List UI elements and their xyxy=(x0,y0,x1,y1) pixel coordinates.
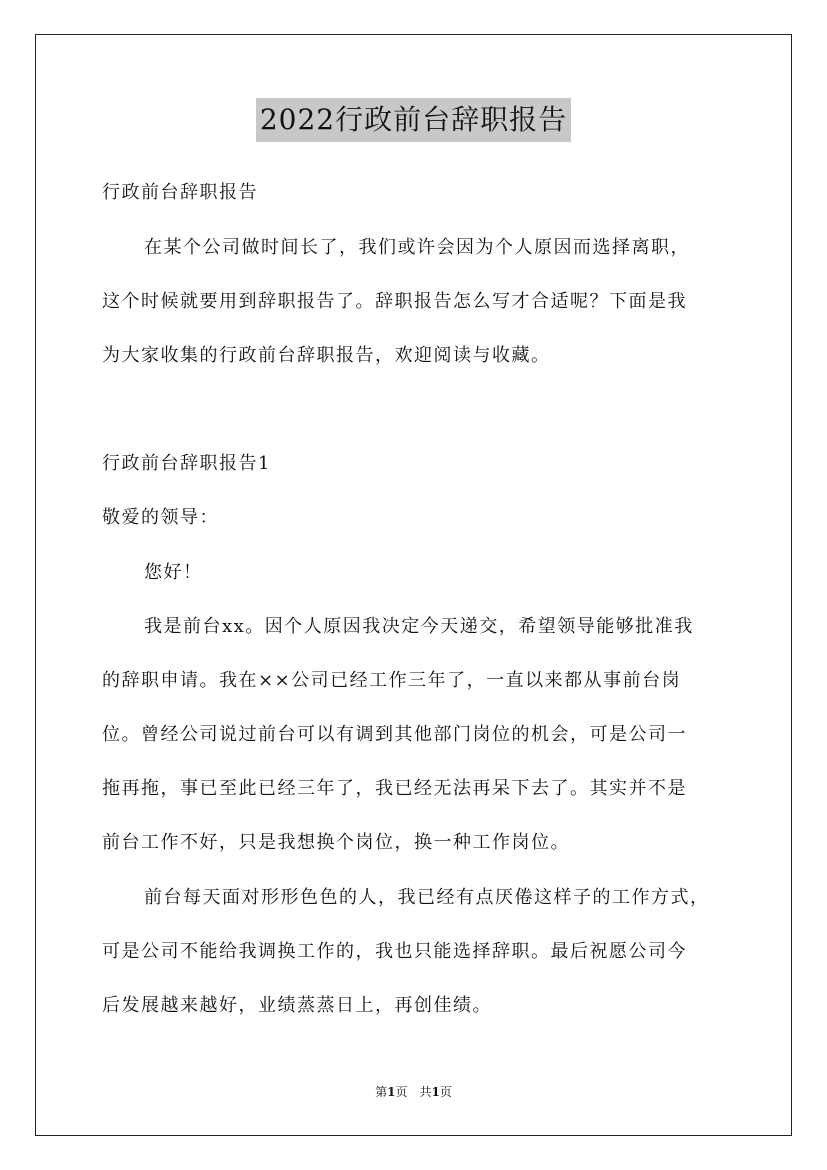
paragraph2-line-1: 前台每天面对形形色色的人，我已经有点厌倦这样子的工作方式， xyxy=(144,887,710,908)
section-title: 行政前台辞职报告1 xyxy=(102,453,271,474)
paragraph1-line-1: 我是前台xx。因个人原因我决定今天递交，希望领导能够批准我 xyxy=(144,616,694,637)
footer-page-current: 1 xyxy=(387,1085,396,1099)
paragraph1-line-5: 前台工作不好，只是我想换个岗位，换一种工作岗位。 xyxy=(102,832,570,853)
paragraph1-line-2: 的辞职申请。我在××公司已经工作三年了，一直以来都从事前台岗 xyxy=(102,670,682,691)
intro-line-1: 在某个公司做时间长了，我们或许会因为个人原因而选择离职， xyxy=(144,237,690,258)
salutation: 敬爱的领导： xyxy=(102,507,219,528)
title-container xyxy=(0,98,827,142)
paragraph2-line-2: 可是公司不能给我调换工作的，我也只能选择辞职。最后祝愿公司今 xyxy=(102,941,687,962)
footer-page-total: 1 xyxy=(431,1085,440,1099)
footer-suffix: 页 xyxy=(439,1085,452,1099)
paragraph2-line-3: 后发展越来越好，业绩蒸蒸日上，再创佳绩。 xyxy=(102,995,492,1016)
footer-prefix: 第 xyxy=(375,1085,388,1099)
document-title: 2022行政前台辞职报告 xyxy=(256,98,571,142)
footer-mid: 页 共 xyxy=(395,1085,432,1099)
page-footer xyxy=(0,1084,827,1100)
paragraph1-line-4: 拖再拖，事已至此已经三年了，我已经无法再呆下去了。其实并不是 xyxy=(102,778,687,799)
intro-line-2: 这个时候就要用到辞职报告了。辞职报告怎么写才合适呢？下面是我 xyxy=(102,291,687,312)
paragraph1-line-3: 位。曾经公司说过前台可以有调到其他部门岗位的机会，可是公司一 xyxy=(102,724,687,745)
intro-line-3: 为大家收集的行政前台辞职报告，欢迎阅读与收藏。 xyxy=(102,345,551,366)
greeting: 您好！ xyxy=(144,562,203,583)
document-subtitle: 行政前台辞职报告 xyxy=(102,182,258,203)
